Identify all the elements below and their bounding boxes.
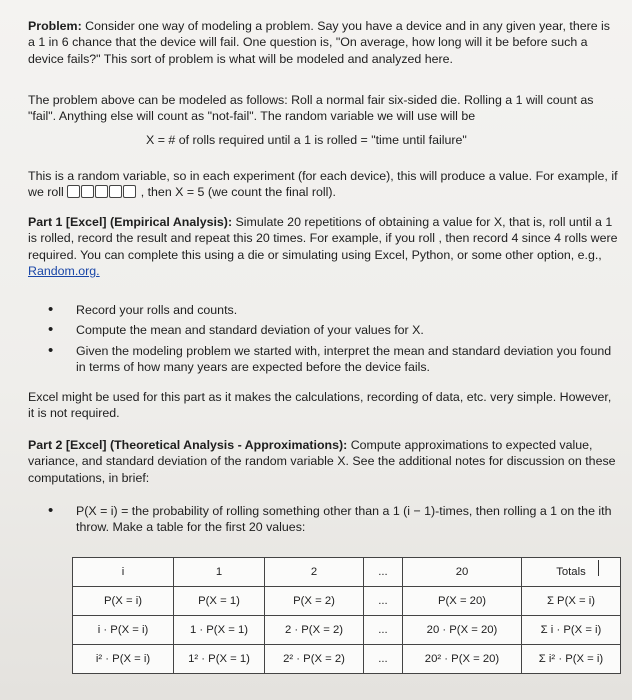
model-paragraph: The problem above can be modeled as follows: Roll a normal fair six-sided die. Rolling a 1 will count as "fail". Anything else will count as "not-fail". The random variable we will use will be [28, 93, 594, 124]
table-edge-mark [598, 560, 605, 576]
random-variable-definition: X = # of rolls required until a 1 is rolled = "time until failure" [146, 133, 467, 147]
list-item: • P(X = i) = the probability of rolling something other than a 1 (i − 1)-times, then rolling a 1 on the ith throw. Make a table for the first 20 values: [38, 503, 618, 536]
part2-paragraph: Part 2 [Excel] (Theoretical Analysis - Approximations): Compute approximations to expected value, variance, and standard deviation of the random variable X. See the additional notes for discussion on these computations, in brief: [28, 438, 616, 485]
list-item: • Record your rolls and counts. [38, 302, 618, 318]
die-icon [123, 185, 136, 198]
part2-task-list [38, 503, 618, 540]
problem-paragraph: Problem: Consider one way of modeling a problem. Say you have a device and in any given year, there is a 1 in 6 chance that the device will fail. One question is, "On average, how long will it be before such a device fails?" This sort of problem is what will be modeled and analyzed here. [28, 19, 611, 66]
table-row: P(X = i) P(X = 1) P(X = 2) ... P(X = 20) Σ P(X = i) [73, 587, 621, 616]
excel-note-paragraph: Excel might be used for this part as it makes the calculations, recording of data, etc. very simple. However, it is not required. [28, 390, 612, 421]
random-org-link[interactable]: Random.org. [28, 264, 100, 279]
table-row: i · P(X = i) 1 · P(X = 1) 2 · P(X = 2) ... 20 · P(X = 20) Σ i · P(X = i) [73, 616, 621, 645]
example-paragraph: This is a random variable, so in each experiment (for each device), this will produce a value. For example, if we roll , then X = 5 (we count the final roll). [28, 168, 620, 203]
table-row: i² · P(X = i) 1² · P(X = 1) 2² · P(X = 2) ... 20² · P(X = 20) Σ i² · P(X = i) [73, 645, 621, 674]
part1-paragraph: Part 1 [Excel] (Empirical Analysis): Simulate 20 repetitions of obtaining a value for X, that is, roll until a 1 is rolled, record the result and repeat this 20 times. For example, if you roll , then record 4 since 4 rolls were required. You can complete this using a die or simulating using Excel, Python, or some other option, e.g., Random.org. [28, 215, 618, 279]
die-icon [67, 185, 80, 198]
die-icon [95, 185, 108, 198]
part1-task-list [38, 302, 618, 380]
list-item: • Given the modeling problem we started with, interpret the mean and standard deviation you found in terms of how many years are expected before the device fails. [38, 343, 618, 376]
list-item: • Compute the mean and standard deviation of your values for X. [38, 322, 618, 338]
probability-table [72, 557, 621, 674]
die-icon [81, 185, 94, 198]
die-icon [109, 185, 122, 198]
table-row: i 1 2 ... 20 Totals [73, 558, 621, 587]
dice-roll-images [67, 185, 137, 202]
